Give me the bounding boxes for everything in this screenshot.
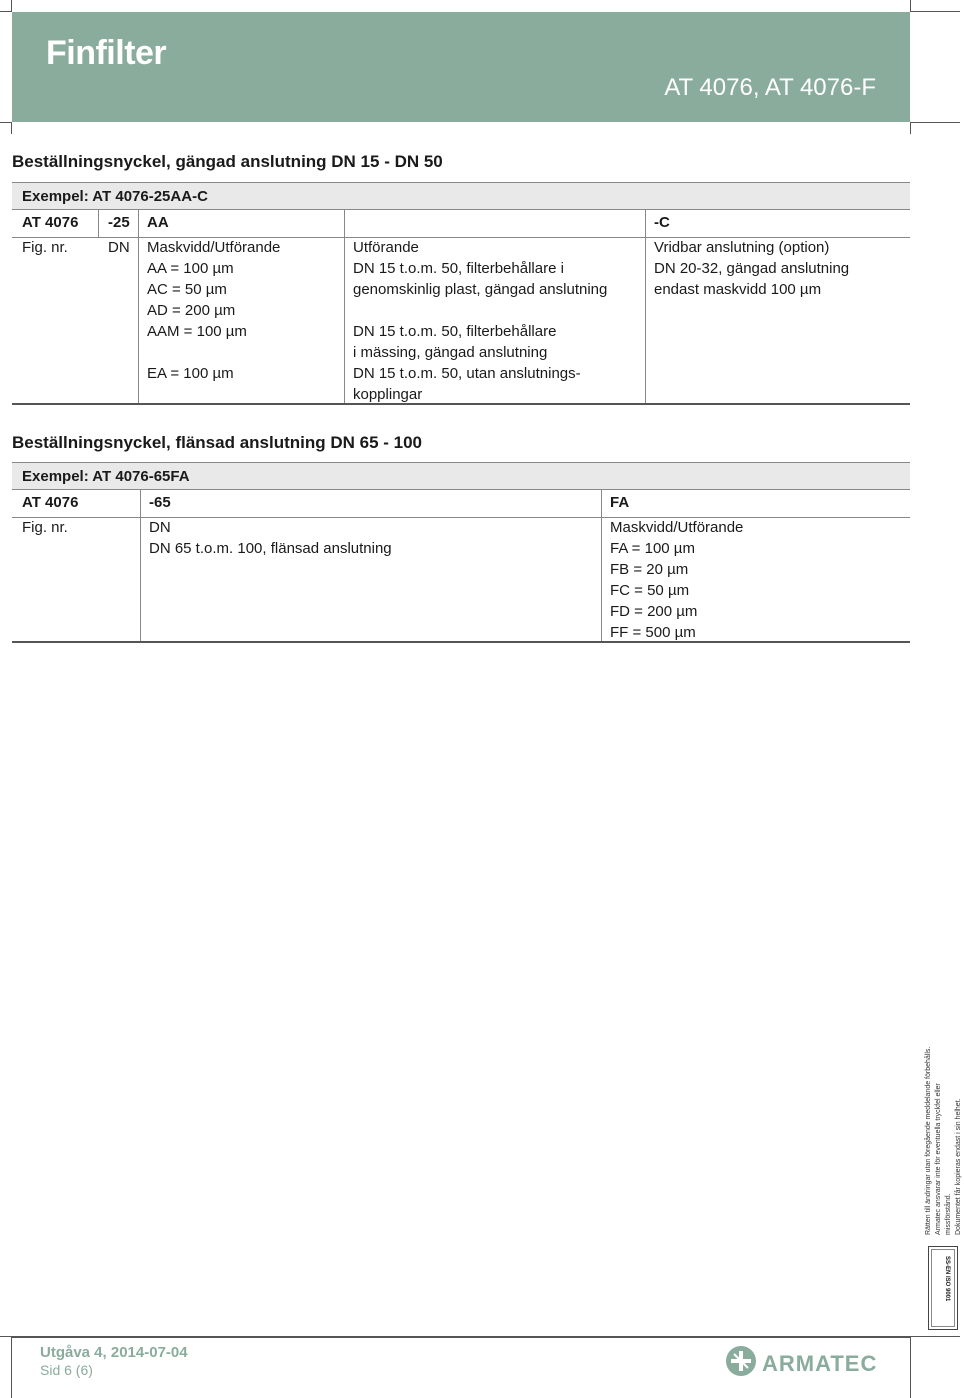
page-title: Finfilter (46, 34, 167, 72)
list-item: EA = 100 µm (147, 365, 234, 382)
logo-icon (726, 1346, 756, 1376)
disclaimer-line: Dokumentet får kopieras endast i sin helhet. (955, 1098, 962, 1235)
page-number: Sid 6 (6) (40, 1362, 93, 1378)
list-item: FD = 200 µm (610, 603, 698, 620)
code-part: -C (654, 214, 670, 231)
col-header: Vridbar anslutning (option) (654, 239, 830, 256)
badge-text: SS-EN ISO 9001 (944, 1256, 950, 1302)
footer-divider (12, 1336, 910, 1338)
edition-text: Utgåva 4, 2014-07-04 (40, 1344, 188, 1361)
table-bottom (12, 403, 910, 405)
divider (98, 210, 99, 238)
section-heading: Beställningsnyckel, gängad anslutning DN 15 - DN 50 (12, 152, 443, 171)
crop-mark (910, 1336, 911, 1398)
crop-mark (910, 1336, 960, 1337)
divider (601, 490, 602, 642)
code-part: FA (610, 494, 630, 511)
list-item: DN 15 t.o.m. 50, filterbehållare i (353, 260, 564, 277)
list-item: FB = 20 µm (610, 561, 689, 578)
col-header: Fig. nr. (22, 239, 68, 256)
list-item: i mässing, gängad anslutning (353, 344, 548, 361)
crop-mark (910, 122, 911, 134)
list-item: endast maskvidd 100 µm (654, 281, 822, 298)
section-heading: Beställningsnyckel, flänsad anslutning DN 65 - 100 (12, 433, 423, 452)
col-header: DN (149, 519, 171, 536)
crop-mark (910, 11, 960, 12)
iso-certification-badge (928, 1246, 958, 1330)
col-header: Utförande (353, 239, 419, 256)
divider (344, 210, 345, 404)
col-header: DN (108, 239, 130, 256)
crop-mark (11, 1336, 12, 1398)
code-part: AT 4076 (22, 214, 79, 231)
code-part: -25 (108, 214, 130, 231)
list-item: AC = 50 µm (147, 281, 227, 298)
code-part: AT 4076 (22, 494, 79, 511)
list-item: DN 15 t.o.m. 50, utan anslutnings- (353, 365, 581, 382)
code-part: -65 (149, 494, 171, 511)
brand-name: ARMATEC (762, 1351, 878, 1376)
disclaimer (924, 1040, 964, 1240)
list-item: genomskinlig plast, gängad anslutning (353, 281, 608, 298)
armatec-logo (726, 1346, 906, 1380)
product-codes: AT 4076, AT 4076-F (664, 74, 876, 101)
list-item: FC = 50 µm (610, 582, 690, 599)
disclaimer-line: Rätten till ändringar utan föregående meddelande förbehålls. (925, 1046, 932, 1235)
list-item: FA = 100 µm (610, 540, 695, 557)
crop-mark (910, 0, 911, 12)
crop-mark (11, 122, 12, 134)
example-text: Exempel: AT 4076-65FA (22, 468, 190, 485)
table-bottom (12, 641, 910, 643)
list-item: DN 65 t.o.m. 100, flänsad anslutning (149, 540, 392, 557)
title-banner (12, 12, 910, 122)
divider (12, 517, 910, 518)
list-item: DN 15 t.o.m. 50, filterbehållare (353, 323, 557, 340)
divider (140, 490, 141, 642)
example-text: Exempel: AT 4076-25AA-C (22, 188, 208, 205)
divider (138, 210, 139, 404)
col-header: Maskvidd/Utförande (610, 519, 744, 536)
example-bar (12, 462, 910, 490)
list-item: AAM = 100 µm (147, 323, 247, 340)
divider (645, 210, 646, 404)
list-item: AA = 100 µm (147, 260, 234, 277)
list-item: AD = 200 µm (147, 302, 236, 319)
disclaimer-line: Armatec ansvarar inte för eventuella tryckfel eller missförstånd. (935, 1083, 952, 1235)
col-header: Maskvidd/Utförande (147, 239, 281, 256)
list-item: DN 20-32, gängad anslutning (654, 260, 850, 277)
list-item: kopplingar (353, 386, 423, 403)
crop-mark (11, 0, 12, 12)
col-header: Fig. nr. (22, 519, 68, 536)
list-item: FF = 500 µm (610, 624, 696, 641)
crop-mark (910, 122, 960, 123)
example-bar (12, 182, 910, 210)
code-part: AA (147, 214, 169, 231)
